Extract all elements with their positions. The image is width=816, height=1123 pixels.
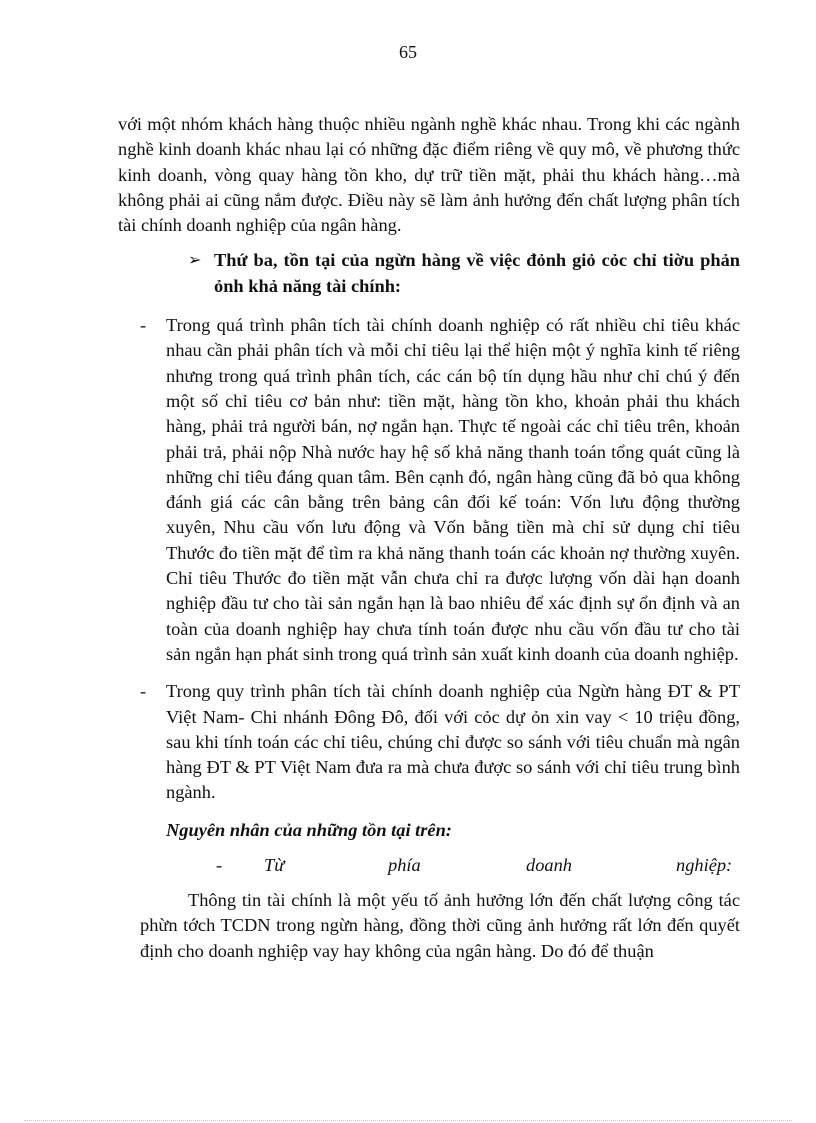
sub-dash: - [216,855,223,876]
section-heading-text: Thứ ba, tồn tại của ngừn hàng về việc đỏnh giỏ cỏc chỉ tiờu phản ỏnh khả năng tài chính: [214,250,740,296]
intro-paragraph: với một nhóm khách hàng thuộc nhiều ngành nghề khác nhau. Trong khi các ngành nghề kinh doanh khác nhau lại có những đặc điểm riêng về quy mô, về phương thức kinh doanh, vòng quay hàng tồn kho, dự trữ tiền mặt, phải thu khách hàng…mà không phải ai cũng nắm được. Điều này sẽ làm ảnh hưởng đến chất lượng phân tích tài chính doanh nghiệp của ngân hàng. [118,114,740,236]
arrow-bullet-icon: ➢ [188,252,202,270]
list-item [118,679,740,805]
sub-word: phía [388,855,421,876]
sub-word: doanh [526,855,572,876]
section-heading [118,248,740,299]
document-body [118,112,740,964]
sub-heading-row [118,853,740,878]
dash-bullet: - [140,681,147,702]
page-number: 65 [399,42,417,62]
sub-word: Từ [264,855,285,876]
sub-word: nghiệp: [676,855,733,876]
list-item [118,313,740,667]
list-item-text: Trong quá trình phân tích tài chính doanh nghiệp có rất nhiều chỉ tiêu khác nhau cần phải phân tích và mỗi chỉ tiêu lại thể hiện một ý nghĩa kinh tế riêng nhưng trong quá trình phân tích, các cán bộ tín dụng hầu như chỉ chú ý đến một số chỉ tiêu cơ bản như: tiền mặt, hàng tồn kho, khoản phải thu khách hàng, phải trả người bán, nợ ngắn hạn. Thực tế ngoài các chỉ tiêu trên, khoản phải trả, phải nộp Nhà nước hay hệ số khả năng thanh toán tổng quát cũng là những chỉ tiêu đáng quan tâm. Bên cạnh đó, ngân hàng cũng đã bỏ qua không đánh giá các cân bằng trên bảng cân đối kế toán: Vốn lưu động thường xuyên, Nhu cầu vốn lưu động và Vốn bằng tiền mà chỉ sử dụng chỉ tiêu Thước đo tiền mặt để tìm ra khả năng thanh toán các khoản nợ thường xuyên. Chỉ tiêu Thước đo tiền mặt vẫn chưa chỉ ra được lượng vốn dài hạn doanh nghiệp đầu tư cho tài sản ngắn hạn là bao nhiêu để xác định sự ổn định và an toàn của doanh nghiệp hay chưa tính toán được nhu cầu vốn đầu tư cho tài sản ngắn hạn phát sinh trong quá trình sản xuất kinh doanh của doanh nghiệp. [166,315,740,664]
dash-bullet: - [140,315,147,336]
last-paragraph: Thông tin tài chính là một yếu tố ảnh hưởng lớn đến chất lượng công tác phừn tớch TCDN trong ngừn hàng, đồng thời cũng ảnh hưởng rất lớn đến quyết định cho doanh nghiệp vay hay không của ngân hàng. Do đó để thuận [140,890,740,961]
list-item-text: Trong quy trình phân tích tài chính doanh nghiệp của Ngừn hàng ĐT & PT Việt Nam- Chi nhánh Đông Đô, đối với cỏc dự ỏn xin vay < 10 triệu đồng, sau khi tính toán các chỉ tiêu, chúng chỉ được so sánh với tiêu chuẩn mà ngân hàng ĐT & PT Việt Nam đưa ra mà chưa được so sánh với chỉ tiêu trung bình ngành. [166,681,740,803]
page-bottom-divider [24,1120,792,1121]
cause-heading: Nguyên nhân của những tồn tại trên: [166,819,452,840]
